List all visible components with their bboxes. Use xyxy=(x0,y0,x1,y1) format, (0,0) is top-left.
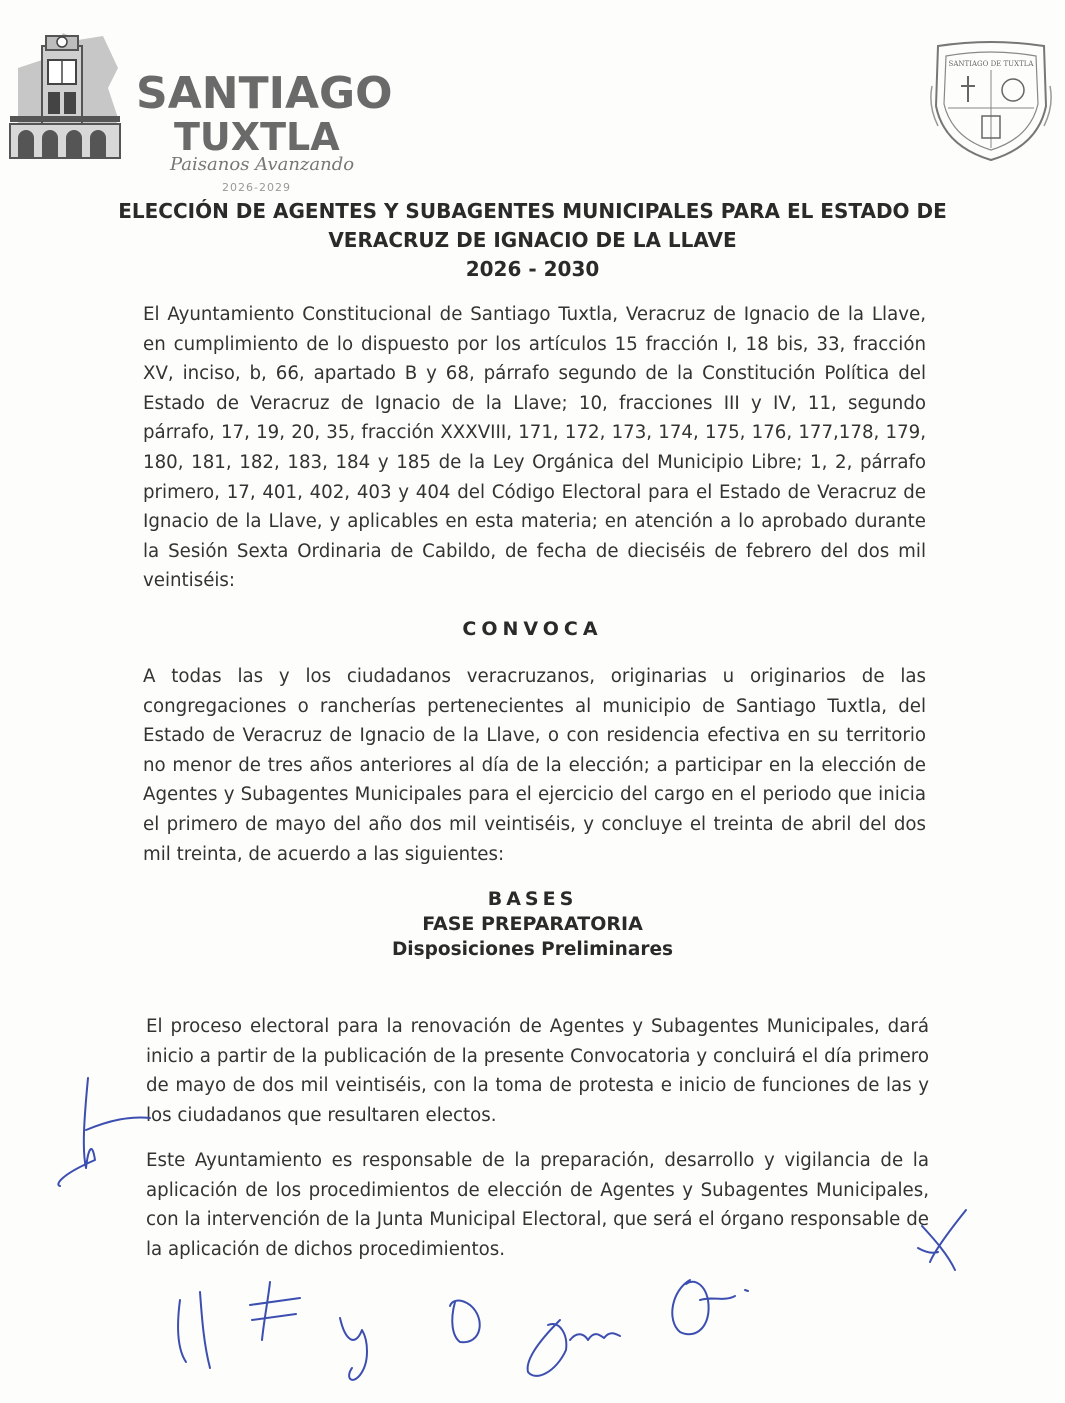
document-title xyxy=(0,197,1065,284)
convoca-heading: CONVOCA xyxy=(462,618,603,640)
paragraph-process: El proceso electoral para la renovación de Agentes y Subagentes Municipales, dará inicio a partir de la publicación de la presente Convocatoria y concluirá el día primero de mayo de dos mil veintiséis, con la toma de protesta e inicio de funciones de las y los ciudadanos que resultaren electos. xyxy=(146,1016,929,1126)
municipal-logo xyxy=(8,28,393,194)
signature-5 xyxy=(528,1320,620,1376)
logo-slogan: Paisanos Avanzando xyxy=(170,154,355,175)
paragraph-call: A todas las y los ciudadanos veracruzanos, originarias u originarios de las congregaciones o rancherías pertenecientes al municipio de Santiago Tuxtla, del Estado de Veracruz de Ignacio de la Llave, o con residencia efectiva en su territorio no menor de tres años anteriores al día de la elección; a participar en la elección de Agentes y Subagentes Municipales para el ejercicio del cargo en el periodo que inicia el primero de mayo del año dos mil veintiséis, y concluye el treinta de abril del dos mil treinta, de acuerdo a las siguientes: xyxy=(143,666,926,865)
municipal-seal-icon xyxy=(928,36,1054,164)
clock-tower-emblem-icon xyxy=(8,28,128,168)
signature-1 xyxy=(178,1292,210,1368)
phase-title: FASE PREPARATORIA xyxy=(422,913,643,935)
margin-initial-left xyxy=(58,1078,150,1186)
title-line1: ELECCIÓN DE AGENTES Y SUBAGENTES MUNICIPALES PARA EL ESTADO DE xyxy=(118,199,947,223)
bases-heading xyxy=(0,887,1065,962)
logo-name-line1: SANTIAGO xyxy=(136,68,393,119)
signature-3 xyxy=(340,1318,367,1380)
paragraph-responsibility: Este Ayuntamiento es responsable de la preparación, desarrollo y vigilancia de la aplicación de los procedimientos de elección de Agentes y Subagentes Municipales, con la intervención de la Junta Municipal Electoral, que será el órgano responsable de la aplicación de dichos procedimientos. xyxy=(146,1150,929,1260)
seal-text: SANTIAGO DE TUXTLA xyxy=(948,60,1034,68)
paragraph-legal-basis: El Ayuntamiento Constitucional de Santiago Tuxtla, Veracruz de Ignacio de la Llave, en cumplimiento de lo dispuesto por los artículos 15 fracción I, 18 bis, 33, fracción XV, inciso, b, 66, apartado B y 68, párrafo segundo de la Constitución Política del Estado de Veracruz de Ignacio de la Llave; 10, fracciones III y IV, 11, segundo párrafo, 17, 19, 20, 35, fracción XXXVIII, 171, 172, 173, 174, 175, 176, 177,178, 179, 180, 181, 182, 183, 184 y 185 de la Ley Orgánica del Municipio Libre; 1, 2, párrafo primero, 17, 401, 402, 403 y 404 del Código Electoral para el Estado de Veracruz de Ignacio de la Llave, y aplicables en esta materia; en atención a lo aprobado durante la Sesión Sexta Ordinaria de Cabildo, de fecha de dieciséis de febrero del dos mil veintiséis: xyxy=(143,304,926,592)
bases-title: BASES xyxy=(487,888,578,910)
title-years: 2026 - 2030 xyxy=(465,257,600,281)
signature-6 xyxy=(672,1280,748,1334)
logo-name-line2: TUXTLA xyxy=(174,115,340,159)
signature-4 xyxy=(450,1301,480,1343)
signature-2 xyxy=(250,1282,300,1340)
title-line2: VERACRUZ DE IGNACIO DE LA LLAVE xyxy=(328,228,737,252)
section-title: Disposiciones Preliminares xyxy=(391,939,674,960)
logo-years: 2026-2029 xyxy=(222,181,291,194)
